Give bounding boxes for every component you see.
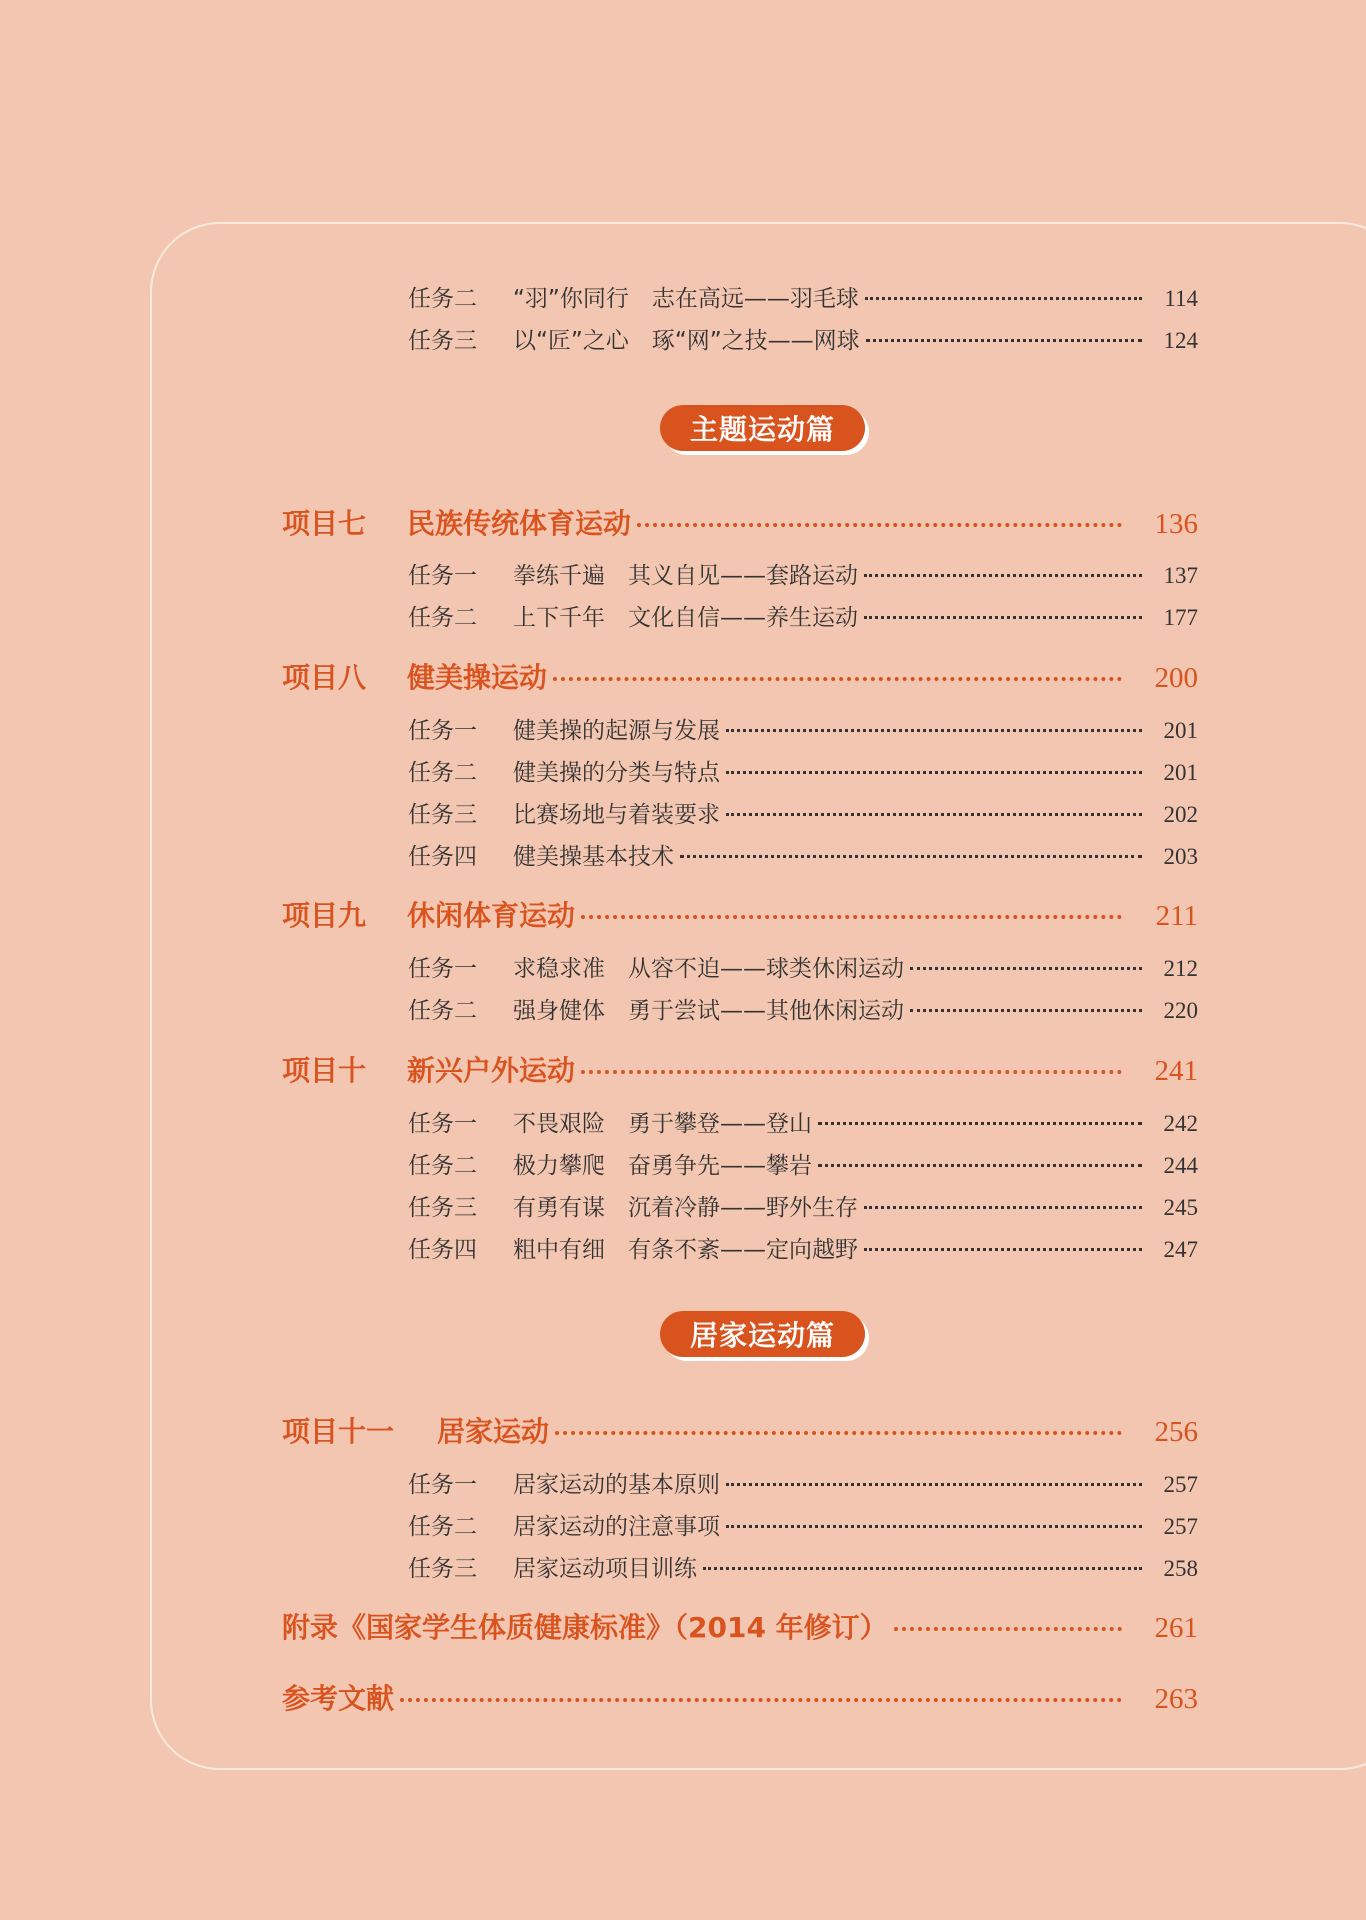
toc-entry[interactable] — [408, 1466, 1198, 1499]
entry-title: 有勇有谋 沉着冷静——野外生存 — [513, 1195, 858, 1221]
dot-leader — [864, 616, 1142, 619]
entry-page: 245 — [1163, 1195, 1198, 1220]
dot-leader — [553, 677, 1122, 681]
dot-leader — [910, 1009, 1142, 1012]
dot-leader — [581, 915, 1122, 919]
toc-appendix-entry[interactable] — [282, 1606, 1198, 1646]
entry-title: 居家运动项目训练 — [513, 1556, 697, 1582]
dot-leader — [864, 574, 1142, 577]
entry-title: 极力攀爬 奋勇争先——攀岩 — [513, 1153, 812, 1179]
entry-label: 任务二 — [408, 605, 477, 631]
dot-leader — [864, 1248, 1142, 1251]
entry-title: 民族传统体育运动 — [407, 507, 632, 540]
toc-entry[interactable] — [408, 950, 1198, 983]
entry-page: 242 — [1163, 1111, 1198, 1136]
entry-title: 居家运动 — [437, 1415, 550, 1448]
entry-page: 136 — [1154, 508, 1198, 540]
entry-label: 任务一 — [408, 563, 477, 589]
entry-page: 258 — [1163, 1556, 1198, 1581]
entry-title: 居家运动的注意事项 — [513, 1514, 720, 1540]
entry-page: 201 — [1163, 718, 1198, 743]
entry-title: 健美操基本技术 — [513, 844, 674, 870]
entry-title: 新兴户外运动 — [407, 1054, 576, 1087]
dot-leader — [581, 1070, 1122, 1074]
entry-title: 上下千年 文化自信——养生运动 — [513, 605, 858, 631]
dot-leader — [726, 813, 1142, 816]
entry-title: 不畏艰险 勇于攀登——登山 — [513, 1111, 812, 1137]
entry-page: 247 — [1163, 1237, 1198, 1262]
dot-leader — [726, 1483, 1142, 1486]
entry-label: 项目十 — [282, 1054, 367, 1087]
toc-entry[interactable] — [408, 1147, 1198, 1180]
entry-page: 263 — [1154, 1683, 1198, 1715]
entry-label: 任务三 — [408, 328, 477, 354]
toc-references-entry[interactable] — [282, 1677, 1198, 1717]
toc-entry[interactable] — [408, 557, 1198, 590]
entry-page: 241 — [1154, 1055, 1198, 1087]
toc-project-entry[interactable] — [282, 656, 1198, 696]
dot-leader — [555, 1431, 1122, 1435]
entry-title: 附录《国家学生体质健康标准》（2014 年修订） — [282, 1611, 888, 1644]
entry-page: 124 — [1163, 328, 1198, 353]
entry-page: 244 — [1163, 1153, 1198, 1178]
section-badge-home-exercise: 居家运动篇 — [660, 1311, 865, 1357]
entry-label: 任务三 — [408, 802, 477, 828]
toc-project-entry[interactable] — [282, 502, 1198, 542]
toc-entry[interactable] — [408, 712, 1198, 745]
entry-title: 健美操的起源与发展 — [513, 718, 720, 744]
entry-title: 求稳求准 从容不迫——球类休闲运动 — [513, 956, 904, 982]
dot-leader — [910, 967, 1142, 970]
dot-leader — [680, 855, 1142, 858]
entry-label: 任务四 — [408, 1237, 477, 1263]
entry-label: 任务二 — [408, 998, 477, 1024]
entry-label: 任务一 — [408, 1472, 477, 1498]
entry-page: 257 — [1163, 1472, 1198, 1497]
toc-entry[interactable] — [408, 599, 1198, 632]
entry-label: 任务四 — [408, 844, 477, 870]
entry-label: 任务二 — [408, 760, 477, 786]
dot-leader — [865, 297, 1142, 300]
entry-title: 健美操的分类与特点 — [513, 760, 720, 786]
entry-label: 任务一 — [408, 1111, 477, 1137]
toc-entry[interactable] — [408, 1550, 1198, 1583]
toc-entry[interactable] — [408, 1508, 1198, 1541]
entry-title: 拳练千遍 其义自见——套路运动 — [513, 563, 858, 589]
entry-label: 任务一 — [408, 718, 477, 744]
entry-page: 261 — [1154, 1612, 1198, 1644]
entry-title: “羽”你同行 志在高远——羽毛球 — [513, 286, 859, 312]
entry-label: 任务三 — [408, 1195, 477, 1221]
entry-page: 114 — [1164, 286, 1198, 311]
entry-label: 任务二 — [408, 1514, 477, 1540]
toc-project-entry[interactable] — [282, 1049, 1198, 1089]
entry-page: 202 — [1163, 802, 1198, 827]
dot-leader — [637, 523, 1122, 527]
entry-label: 项目七 — [282, 507, 367, 540]
entry-page: 212 — [1163, 956, 1198, 981]
entry-label: 项目九 — [282, 899, 367, 932]
entry-label: 任务三 — [408, 1556, 477, 1582]
entry-title: 休闲体育运动 — [407, 899, 576, 932]
entry-page: 257 — [1163, 1514, 1198, 1539]
toc-entry[interactable] — [408, 280, 1198, 313]
dot-leader — [864, 1206, 1142, 1209]
entry-label: 项目八 — [282, 661, 367, 694]
dot-leader — [866, 339, 1142, 342]
entry-label: 任务二 — [408, 286, 477, 312]
toc-entry[interactable] — [408, 992, 1198, 1025]
dot-leader — [400, 1698, 1122, 1702]
entry-title: 强身健体 勇于尝试——其他休闲运动 — [513, 998, 904, 1024]
entry-page: 256 — [1154, 1416, 1198, 1448]
entry-label: 任务一 — [408, 956, 477, 982]
toc-project-entry[interactable] — [282, 1410, 1198, 1450]
toc-entry[interactable] — [408, 838, 1198, 871]
dot-leader — [894, 1627, 1122, 1631]
dot-leader — [818, 1164, 1142, 1167]
entry-title: 以“匠”之心 琢“网”之技——网球 — [513, 328, 860, 354]
entry-page: 220 — [1163, 998, 1198, 1023]
entry-label: 任务二 — [408, 1153, 477, 1179]
entry-page: 177 — [1163, 605, 1198, 630]
entry-page: 137 — [1163, 563, 1198, 588]
toc-entry[interactable] — [408, 1105, 1198, 1138]
entry-label: 项目十一 — [282, 1415, 395, 1448]
toc-entry[interactable] — [408, 796, 1198, 829]
entry-page: 201 — [1163, 760, 1198, 785]
entry-title: 参考文献 — [282, 1682, 395, 1715]
toc-entry[interactable] — [408, 322, 1198, 355]
entry-title: 居家运动的基本原则 — [513, 1472, 720, 1498]
entry-title: 粗中有细 有条不紊——定向越野 — [513, 1237, 858, 1263]
dot-leader — [818, 1122, 1142, 1125]
entry-page: 203 — [1163, 844, 1198, 869]
dot-leader — [726, 729, 1142, 732]
toc-entry[interactable] — [408, 1189, 1198, 1222]
section-badge-theme-sports: 主题运动篇 — [660, 405, 865, 451]
dot-leader — [703, 1567, 1142, 1570]
toc-project-entry[interactable] — [282, 894, 1198, 934]
toc-entry[interactable] — [408, 1231, 1198, 1264]
entry-title: 比赛场地与着装要求 — [513, 802, 720, 828]
dot-leader — [726, 771, 1142, 774]
toc-entry[interactable] — [408, 754, 1198, 787]
entry-page: 200 — [1154, 662, 1198, 694]
dot-leader — [726, 1525, 1142, 1528]
entry-page: 211 — [1155, 900, 1198, 932]
entry-title: 健美操运动 — [407, 661, 548, 694]
